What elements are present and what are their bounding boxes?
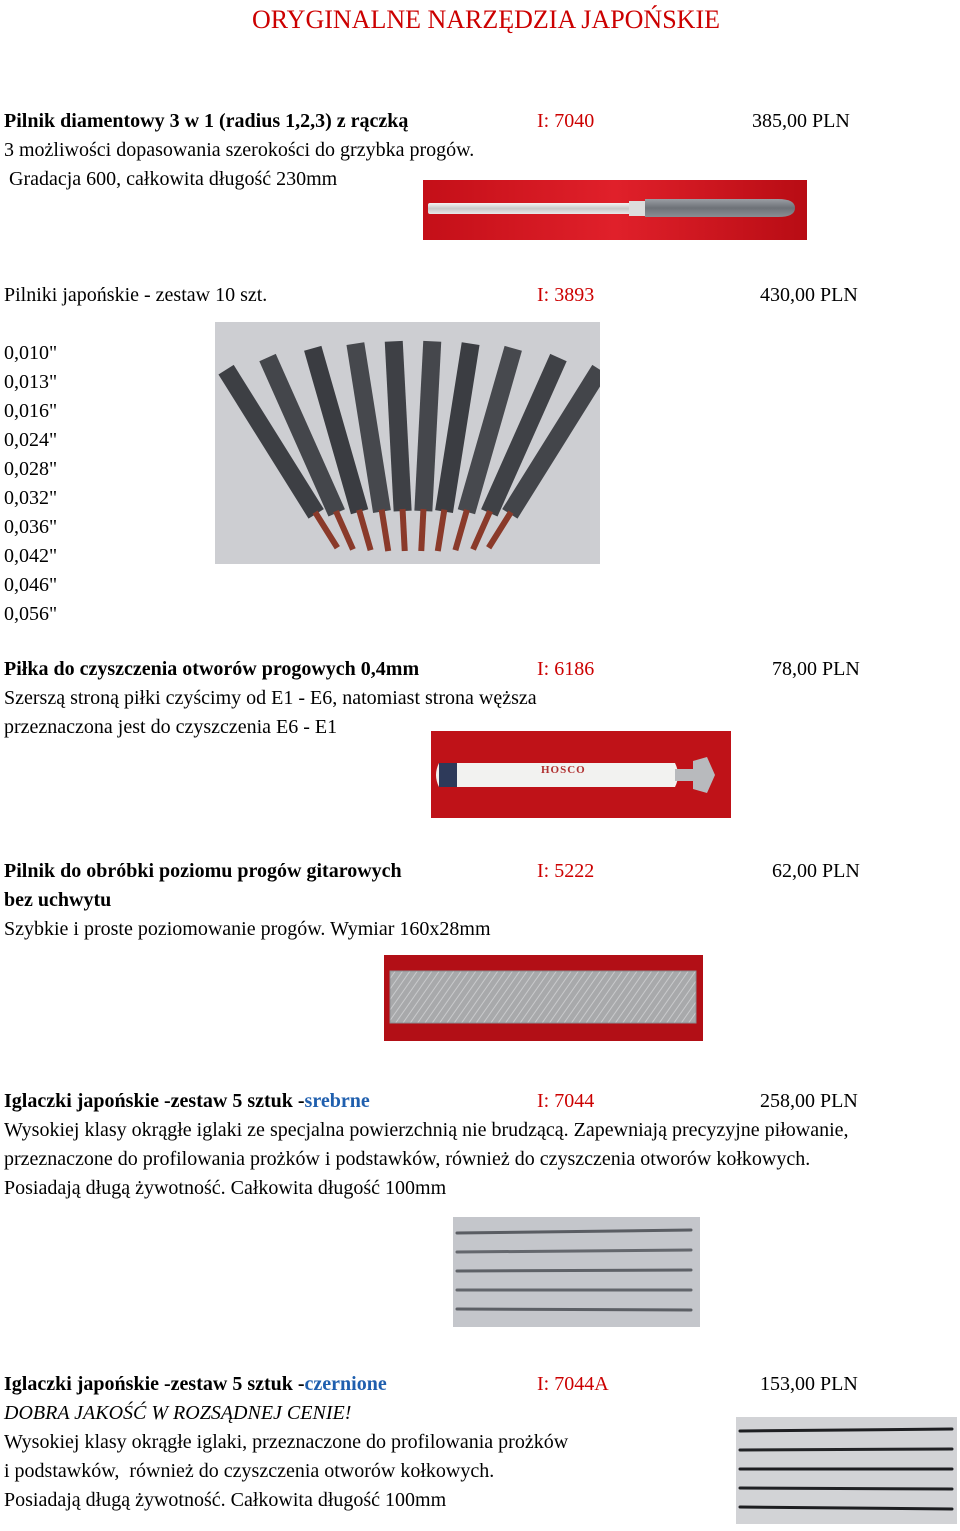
product-variant: czernione <box>304 1373 387 1395</box>
fret-saw-image <box>431 731 731 818</box>
product-name: Pilnik diamentowy 3 w 1 (radius 1,2,3) z rączką <box>4 110 409 132</box>
size-item: 0,032" <box>4 487 58 509</box>
leveling-file-image <box>384 955 703 1041</box>
product-desc-line: Posiadają długą żywotność. Całkowita długość 100mm <box>4 1177 447 1199</box>
product-desc-line: i podstawków, również do czyszczenia otworów kołkowych. <box>4 1460 495 1482</box>
product-desc-line: przeznaczona jest do czyszczenia E6 - E1 <box>4 716 338 738</box>
product-name: Iglaczki japońskie -zestaw 5 sztuk - <box>4 1373 305 1395</box>
product-index: I: 7040 <box>537 110 595 132</box>
product-desc-line: Szybkie i proste poziomowanie progów. Wymiar 160x28mm <box>4 918 491 940</box>
product-desc-line: przeznaczone do profilowania prożków i podstawków, również do czyszczenia otworów kołkowych. <box>4 1148 811 1170</box>
black-needle-files-image <box>736 1417 957 1524</box>
product-name: Iglaczki japońskie -zestaw 5 sztuk - <box>4 1090 305 1112</box>
product-name: Pilniki japońskie - zestaw 10 szt. <box>4 284 268 306</box>
product-price: 78,00 PLN <box>772 658 860 680</box>
product-index: I: 7044A <box>537 1373 609 1395</box>
product-desc-line: Gradacja 600, całkowita długość 230mm <box>4 168 338 190</box>
product-desc-line: Wysokiej klasy okrągłe iglaki ze specjalna powierzchnią nie brudzącą. Zapewniają precyzyjne piłowanie, <box>4 1119 849 1141</box>
product-index: I: 7044 <box>537 1090 595 1112</box>
product-index: I: 6186 <box>537 658 595 680</box>
product-price: 62,00 PLN <box>772 860 860 882</box>
product-price: 385,00 PLN <box>752 110 850 132</box>
size-item: 0,042" <box>4 545 58 567</box>
diamond-file-image <box>423 180 807 240</box>
size-item: 0,024" <box>4 429 58 451</box>
product-desc-line: Posiadają długą żywotność. Całkowita długość 100mm <box>4 1489 447 1511</box>
product-variant: srebrne <box>304 1090 370 1112</box>
size-item: 0,028" <box>4 458 58 480</box>
size-item: 0,036" <box>4 516 58 538</box>
product-name: Piłka do czyszczenia otworów progowych 0,4mm <box>4 658 420 680</box>
product-price: 258,00 PLN <box>760 1090 858 1112</box>
product-desc-line: Wysokiej klasy okrągłe iglaki, przeznaczone do profilowania prożków <box>4 1431 569 1453</box>
product-name-row <box>4 1372 387 1396</box>
brand-label: HOSCO <box>541 764 586 776</box>
size-item: 0,046" <box>4 574 58 596</box>
file-set-image <box>215 322 600 564</box>
silver-needle-files-image <box>453 1217 700 1327</box>
product-desc-line: 3 możliwości dopasowania szerokości do grzybka progów. <box>4 139 475 161</box>
size-item: 0,010" <box>4 342 58 364</box>
product-price: 430,00 PLN <box>760 284 858 306</box>
page-title: ORYGINALNE NARZĘDZIA JAPOŃSKIE <box>252 5 720 34</box>
product-desc-line: Szerszą stroną piłki czyścimy od E1 - E6, natomiast strona węższa <box>4 687 537 709</box>
product-index: I: 5222 <box>537 860 595 882</box>
size-item: 0,016" <box>4 400 58 422</box>
size-item: 0,056" <box>4 603 58 625</box>
size-item: 0,013" <box>4 371 58 393</box>
product-name: Pilnik do obróbki poziomu progów gitarowych <box>4 860 402 882</box>
product-index: I: 3893 <box>537 284 595 306</box>
product-price: 153,00 PLN <box>760 1373 858 1395</box>
product-tagline: DOBRA JAKOŚĆ W ROZSĄDNEJ CENIE! <box>4 1402 352 1424</box>
product-name-row <box>4 1089 370 1113</box>
product-name-line2: bez uchwytu <box>4 889 112 911</box>
